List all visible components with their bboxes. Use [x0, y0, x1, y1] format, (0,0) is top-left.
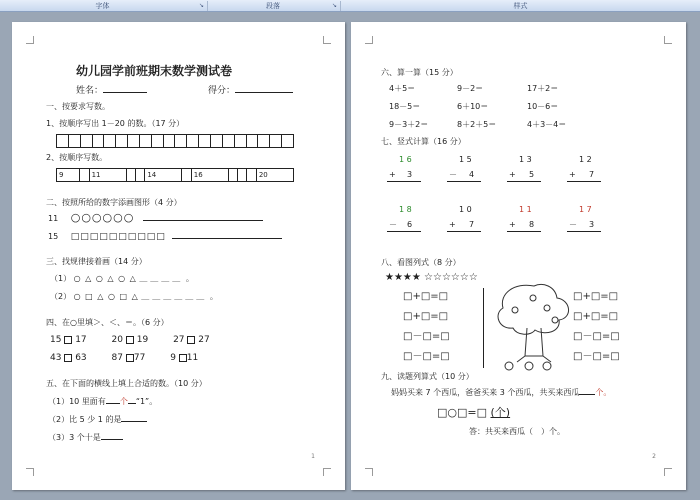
s5-question-2	[48, 415, 147, 425]
score-blank	[235, 92, 293, 93]
s5-blank	[121, 421, 147, 422]
s6-expr: 9－2＝	[457, 84, 484, 93]
vcalc-line	[567, 231, 601, 232]
grid-cell	[247, 169, 256, 182]
grid-cell	[80, 169, 89, 182]
grid-cell	[238, 169, 247, 182]
margin-marker	[323, 468, 331, 476]
s1-question-1: 1、按顺序写出 1－20 的数。（17 分）	[46, 119, 185, 128]
vcalc-bottom: 7	[589, 170, 595, 179]
vcalc-top: 1 3	[519, 155, 532, 164]
vcalc-op: +	[509, 170, 516, 179]
s5-q1-text: （1）10 里面有	[48, 397, 106, 406]
s8-formula-right-sub: □－□=□	[573, 331, 620, 342]
margin-marker	[365, 36, 373, 44]
s2-row-15	[48, 232, 282, 242]
ribbon-group-bar	[0, 0, 700, 12]
s4-box	[187, 336, 195, 344]
vcalc-op: +	[389, 170, 396, 179]
grid-cell	[126, 169, 135, 182]
vcalc-top: 1 1	[519, 205, 532, 214]
s3-pattern-2	[50, 292, 218, 302]
s2-blank	[143, 220, 263, 221]
vcalc-top: 1 7	[579, 205, 592, 214]
page-number: 1	[311, 453, 315, 460]
s4-num: 27	[198, 335, 210, 345]
s4-num: 27	[173, 335, 185, 345]
s4-box	[64, 336, 72, 344]
s4-num: 17	[75, 335, 87, 345]
apple-tree-illustration	[489, 274, 579, 374]
s4-row-2	[50, 353, 198, 363]
grid-cell: 11	[89, 169, 126, 182]
s5-question-3	[48, 433, 123, 443]
s9-unit: 个。	[595, 388, 612, 397]
s4-num: 19	[136, 335, 149, 345]
s3-shapes: ○ □ △ ○ □ △	[73, 292, 139, 301]
grid-cell	[135, 169, 144, 182]
s6-expr: 6＋10＝	[457, 102, 489, 111]
grid-cell: 14	[145, 169, 182, 182]
document-title: 幼儿园学前班期末数学测试卷	[76, 64, 233, 78]
s8-formula-right: □+□=□	[573, 291, 619, 302]
ribbon-group-styles[interactable]: 样式	[513, 2, 528, 10]
section-6-heading: 六、算一算（15 分）	[381, 68, 458, 77]
vcalc-bottom: 3	[407, 170, 413, 179]
s2-blank	[172, 238, 282, 239]
vcalc-op: +	[449, 220, 456, 229]
grid-cell	[228, 169, 237, 182]
s3-end: 。	[185, 274, 194, 283]
s3-label: （1）	[50, 274, 72, 283]
margin-marker	[323, 36, 331, 44]
number-grid-1-20	[56, 134, 294, 148]
s3-end: 。	[209, 292, 218, 301]
s3-pattern-1	[50, 274, 194, 284]
s5-blank	[101, 439, 123, 440]
s8-formula-sub: □－□=□	[403, 351, 450, 362]
document-page-2[interactable]	[351, 22, 686, 490]
section-2-heading: 二、按照所给的数字添画图形（4 分）	[46, 198, 182, 207]
s6-expr: 17＋2＝	[527, 84, 559, 93]
vcalc-line	[567, 181, 601, 182]
s5-question-1	[48, 397, 157, 407]
vcalc-bottom: 6	[407, 220, 413, 229]
section-8-heading: 八、看图列式（8 分）	[381, 258, 461, 267]
vcalc-line	[507, 231, 541, 232]
vcalc-top: 1 8	[399, 205, 412, 214]
s8-formula-sub: □－□=□	[403, 331, 450, 342]
page-number: 2	[652, 453, 656, 460]
s4-num: 9	[170, 353, 176, 363]
s4-box	[64, 354, 72, 362]
vcalc-bottom: 8	[529, 220, 535, 229]
s5-blank	[106, 403, 120, 404]
vcalc-op: －	[389, 220, 397, 229]
number-sequence-grid	[56, 168, 294, 182]
vcalc-op: －	[569, 220, 577, 229]
s3-dash-blanks: ＿＿＿＿＿＿	[141, 292, 208, 301]
s9-formula-boxes: □○□=□	[437, 406, 487, 419]
s9-problem	[391, 388, 611, 398]
s8-formula-add: □+□=□	[403, 291, 449, 302]
vcalc-line	[387, 231, 421, 232]
s9-formula	[437, 408, 510, 418]
s8-divider	[483, 288, 484, 368]
vcalc-line	[507, 181, 541, 182]
paragraph-dialog-launcher-icon[interactable]: ↘	[331, 2, 338, 9]
s5-q1-tail: “1”。	[135, 397, 158, 406]
vcalc-line	[447, 181, 481, 182]
s2-circles: ○○○○○○	[70, 211, 135, 224]
document-page-1[interactable]	[12, 22, 345, 490]
score-label: 得分：	[208, 86, 236, 96]
s4-num: 20	[111, 335, 123, 345]
vcalc-top: 1 6	[399, 155, 412, 164]
s8-formula-right: □+□=□	[573, 311, 619, 322]
s8-formula-add: □+□=□	[403, 311, 449, 322]
s9-answer: 答：共买来西瓜（ ）个。	[469, 427, 565, 436]
s4-box	[126, 336, 134, 344]
s4-num: 87	[111, 353, 123, 363]
margin-marker	[26, 36, 34, 44]
s9-problem-text: 妈妈买来 7 个西瓜，爸爸买来 3 个西瓜，共买来西瓜	[391, 388, 580, 397]
margin-marker	[664, 468, 672, 476]
grid-cell: 9	[57, 169, 80, 182]
s8-formula-right-sub: □－□=□	[573, 351, 620, 362]
s1-question-2: 2、按顺序写数。	[46, 153, 108, 162]
s4-num: 15	[50, 335, 62, 345]
s4-num: 77	[133, 353, 146, 363]
vcalc-op: +	[509, 220, 516, 229]
s9-formula-unit: (个)	[490, 406, 511, 419]
ribbon-group-paragraph[interactable]: 段落	[266, 2, 280, 10]
margin-marker	[664, 36, 672, 44]
grid-cell: 20	[256, 169, 293, 182]
margin-marker	[26, 468, 34, 476]
s6-expr: 8＋2＋5＝	[457, 120, 497, 129]
s8-stars: ★★★★ ☆☆☆☆☆☆	[385, 272, 478, 283]
vcalc-bottom: 4	[469, 170, 475, 179]
s5-q1-answer: 个	[119, 397, 128, 406]
s2-squares: □□□□□□□□□□	[70, 232, 166, 242]
section-1-heading: 一、按要求写数。	[46, 102, 110, 111]
s3-dash-blanks: ＿＿＿＿	[139, 274, 184, 283]
name-blank	[103, 92, 147, 93]
vcalc-line	[447, 231, 481, 232]
s5-blank	[128, 403, 136, 404]
margin-marker	[365, 468, 373, 476]
s6-expr: 9－3＋2＝	[389, 120, 429, 129]
s2-number: 11	[48, 214, 59, 223]
section-5-heading: 五、在下面的横线上填上合适的数。（10 分）	[46, 379, 207, 388]
section-7-heading: 七、竖式计算（16 分）	[381, 137, 466, 146]
grid-cell: 16	[191, 169, 228, 182]
s4-num: 11	[186, 353, 199, 363]
vcalc-bottom: 5	[529, 170, 535, 179]
s4-box	[126, 354, 134, 362]
s9-blank	[579, 394, 595, 395]
s3-label: （2）	[50, 292, 72, 301]
ribbon-group-font[interactable]: 字体	[95, 2, 110, 10]
section-4-heading: 四、在○里填＞、＜、＝。（6 分）	[46, 318, 169, 327]
s4-num: 63	[75, 353, 87, 363]
s3-shapes: ○ △ ○ △ ○ △	[73, 274, 137, 283]
name-field	[76, 86, 147, 96]
vcalc-top: 1 2	[579, 155, 592, 164]
s5-q3-text: （3）3 个十是	[48, 433, 101, 442]
vcalc-line	[387, 181, 421, 182]
vcalc-op: －	[449, 170, 457, 179]
s4-num: 43	[50, 353, 62, 363]
s6-expr: 18－5＝	[389, 102, 421, 111]
vcalc-op: +	[569, 170, 576, 179]
vcalc-top: 1 0	[459, 205, 472, 214]
s6-expr: 4＋5＝	[389, 84, 416, 93]
section-9-heading: 九、读题列算式（10 分）	[381, 372, 474, 381]
vcalc-bottom: 7	[469, 220, 475, 229]
section-3-heading: 三、找规律接着画（14 分）	[46, 257, 147, 266]
font-dialog-launcher-icon[interactable]: ↘	[198, 2, 205, 9]
s6-expr: 4＋3－4＝	[527, 120, 567, 129]
s4-box	[179, 354, 187, 362]
s5-q2-text: （2）比 5 少 1 的是	[48, 415, 122, 424]
score-field	[208, 86, 293, 96]
s6-expr: 10－6＝	[527, 102, 559, 111]
s4-row-1	[50, 335, 210, 345]
s2-row-11	[48, 213, 263, 224]
grid-cell	[182, 169, 191, 182]
vcalc-top: 1 5	[459, 155, 472, 164]
vcalc-bottom: 3	[589, 220, 595, 229]
s2-number: 15	[48, 232, 59, 241]
name-label: 姓名：	[76, 86, 104, 96]
